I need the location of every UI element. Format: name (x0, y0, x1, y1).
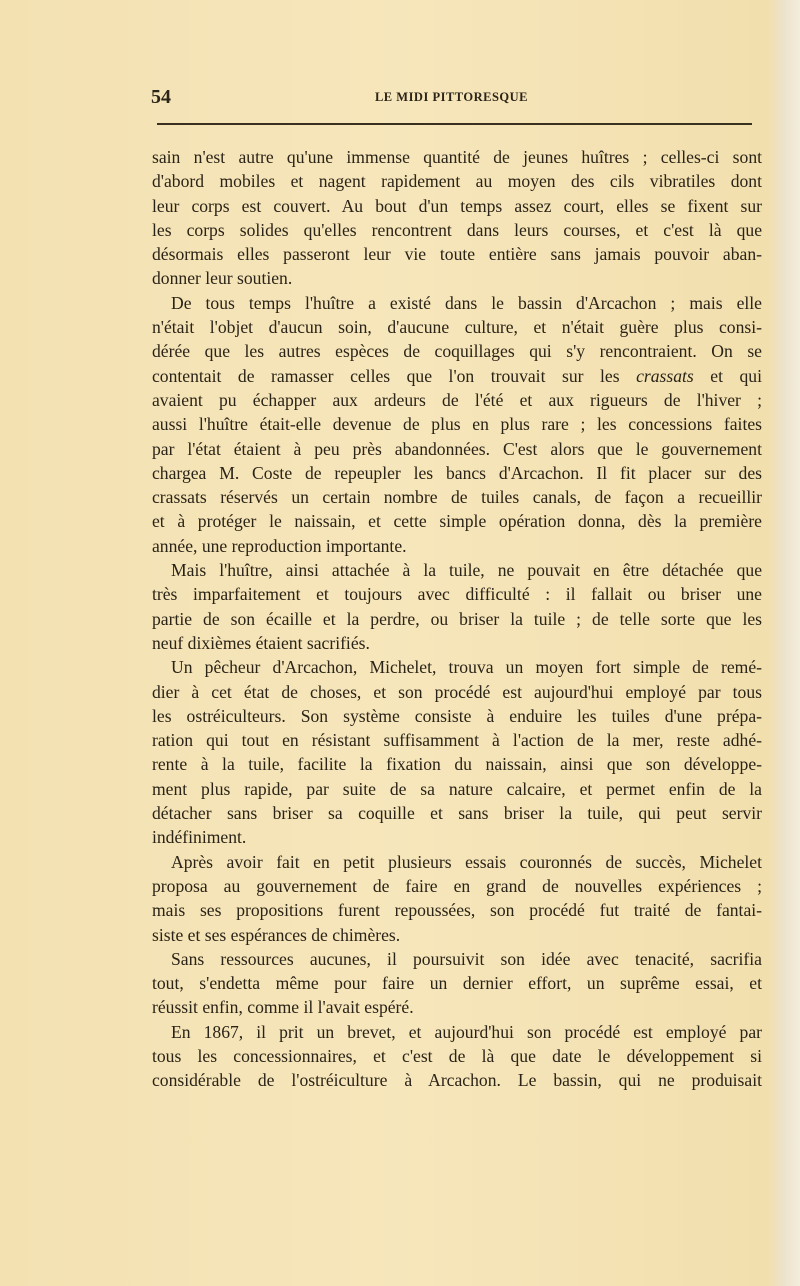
text-line: n'était l'objet d'aucun soin, d'aucune culture, et n'était guère plus consi- (152, 317, 762, 338)
page-number: 54 (151, 86, 171, 108)
text-line: dier à cet état de choses, et son procédé est aujourd'hui employé par tous (152, 681, 762, 702)
text-line: par l'état étaient à peu près abandonnées. C'est alors que le gouvernement (152, 438, 762, 459)
text-line: considérable de l'ostréiculture à Arcachon. Le bassin, qui ne produisait (152, 1070, 762, 1091)
running-title: LE MIDI PITTORESQUE (374, 90, 529, 104)
italic-term: crassats (636, 365, 694, 386)
text-fragment: contentait de ramasser celles que l'on trouvait sur les (152, 365, 637, 386)
text-line: crassats réservés un certain nombre de tuiles canals, de façon a recueillir (152, 487, 762, 508)
text-line: année, une reproduction importante. (152, 535, 407, 556)
header-rule (157, 123, 752, 125)
text-line: leur corps est couvert. Au bout d'un temps assez court, elles se fixent sur (152, 195, 762, 216)
text-line: Mais l'huître, ainsi attachée à la tuile, ne pouvait en être détachée que (171, 560, 762, 581)
text-line: et à protéger le naissain, et cette simple opération donna, dès la première (152, 511, 762, 532)
text-line: proposa au gouvernement de faire en grand de nouvelles expériences ; (152, 875, 762, 896)
text-line: Après avoir fait en petit plusieurs essais couronnés de succès, Michelet (171, 851, 762, 872)
text-line: tout, s'endetta même pour faire un dernier effort, un suprême essai, et (152, 973, 762, 994)
text-line: d'abord mobiles et nagent rapidement au moyen des cils vibratiles dont (152, 171, 762, 192)
text-line: aussi l'huître était-elle devenue de plus en plus rare ; les concessions faites (152, 414, 762, 435)
text-line: les corps solides qu'elles rencontrent dans leurs courses, et c'est là que (152, 219, 762, 240)
text-line: ration qui tout en résistant suffisamment à l'action de la mer, reste adhé- (152, 730, 762, 751)
text-line (152, 364, 762, 388)
text-fragment: et qui (693, 365, 762, 386)
text-line: tous les concessionnaires, et c'est de là que date le développement si (152, 1045, 762, 1066)
text-line: donner leur soutien. (152, 268, 293, 289)
text-line: avaient pu échapper aux ardeurs de l'été et aux rigueurs de l'hiver ; (152, 389, 762, 410)
page-header (151, 86, 752, 110)
text-line: désormais elles passeront leur vie toute entière sans jamais pouvoir aban- (152, 244, 762, 265)
text-line: mais ses propositions furent repoussées, son procédé fut traité de fantai- (152, 900, 762, 921)
text-line: réussit enfin, comme il l'avait espéré. (152, 997, 414, 1018)
text-line: En 1867, il prit un brevet, et aujourd'hui son procédé est employé par (171, 1021, 762, 1042)
text-line: rente à la tuile, facilite la fixation du naissain, ainsi que son développe- (152, 754, 762, 775)
text-line: neuf dixièmes étaient sacrifiés. (152, 632, 370, 653)
text-line: De tous temps l'huître a existé dans le bassin d'Arcachon ; mais elle (171, 292, 762, 313)
text-line: indéfiniment. (152, 827, 247, 848)
text-line: chargea M. Coste de repeupler les bancs d'Arcachon. Il fit placer sur des (152, 462, 762, 483)
text-line: siste et ses espérances de chimères. (152, 924, 401, 945)
text-line: Un pêcheur d'Arcachon, Michelet, trouva un moyen fort simple de remé- (171, 657, 762, 678)
text-line: les ostréiculteurs. Son système consiste à enduire les tuiles d'une prépa- (152, 705, 762, 726)
text-line: très imparfaitement et toujours avec difficulté : il fallait ou briser une (152, 584, 762, 605)
text-line: partie de son écaille et la perdre, ou briser la tuile ; de telle sorte que les (152, 608, 762, 629)
text-line: Sans ressources aucunes, il poursuivit son idée avec tenacité, sacrifia (171, 948, 762, 969)
text-line: sain n'est autre qu'une immense quantité de jeunes huîtres ; celles-ci sont (152, 147, 762, 167)
text-line: ment plus rapide, par suite de sa nature calcaire, et permet enfin de la (152, 778, 762, 799)
text-line: dérée que les autres espèces de coquillages qui s'y rencontraient. On se (152, 341, 762, 362)
body-text (152, 145, 762, 1093)
text-line: détacher sans briser sa coquille et sans briser la tuile, qui peut servir (152, 803, 762, 824)
